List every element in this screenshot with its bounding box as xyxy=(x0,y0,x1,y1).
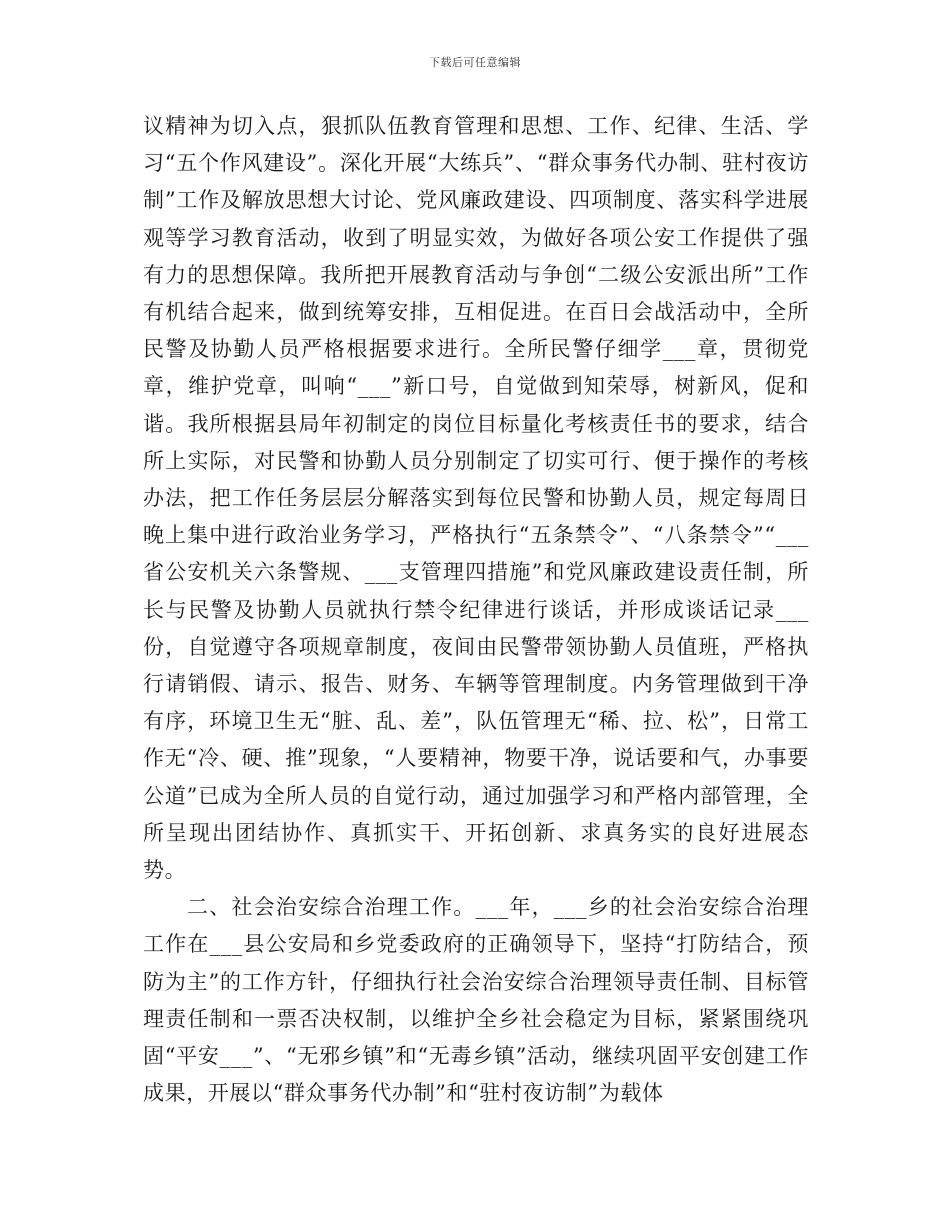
paragraph-education-management: 议精神为切入点，狠抓队伍教育管理和思想、工作、纪律、生活、学习“五个作风建设”。深化开展“大练兵”、“群众事务代办制、驻村夜访制”工作及解放思想大讨论、党风廉政建设、四项制度、落实科学进展观等学习教育活动，收到了明显实效，为做好各项公安工作提供了强有力的思想保障。我所把开展教育活动与争创“二级公安派出所”工作有机结合起来，做到统筹安排，互相促进。在百日会战活动中，全所民警及协勤人员严格根据要求进行。全所民警仔细学___章，贯彻党章，维护党章，叫响“___”新口号，自觉做到知荣辱，树新风，促和谐。我所根据县局年初制定的岗位目标量化考核责任书的要求，结合所上实际，对民警和协勤人员分别制定了切实可行、便于操作的考核办法，把工作任务层层分解落实到每位民警和协勤人员，规定每周日晚上集中进行政治业务学习，严格执行“五条禁令”、“八条禁令”“___省公安机关六条警规、___支管理四措施”和党风廉政建设责任制，所长与民警及协勤人员就执行禁令纪律进行谈话，并形成谈话记录___份，自觉遵守各项规章制度，夜间由民警带领协勤人员值班，严格执行请销假、请示、报告、财务、车辆等管理制度。内务管理做到干净有序，环境卫生无“脏、乱、差”，队伍管理无“稀、拉、松”，日常工作无“冷、硬、推”现象，“人要精神，物要干净，说话要和气，办事要公道”已成为全所人员的自觉行动，通过加强学习和严格内部管理，全所呈现出团结协作、真抓实干、开拓创新、求真务实的良好进展态势。 xyxy=(143,114,809,883)
document-body xyxy=(143,108,809,1112)
paragraph-public-security-governance: 二、社会治安综合治理工作。___年，___乡的社会治安综合治理工作在___县公安局和乡党委政府的正确领导下，坚持“打防结合，预防为主”的工作方针，仔细执行社会治安综合治理领导责任制、目标管理责任制和一票否决权制，以维护全乡社会稳定为目标，紧紧围绕巩固“平安___”、“无邪乡镇”和“无毒乡镇”活动，继续巩固平安创建工作成果，开展以“群众事务代办制”和“驻村夜访制”为载体 xyxy=(143,895,809,1106)
page-header: 下载后可任意编辑 xyxy=(429,56,521,69)
